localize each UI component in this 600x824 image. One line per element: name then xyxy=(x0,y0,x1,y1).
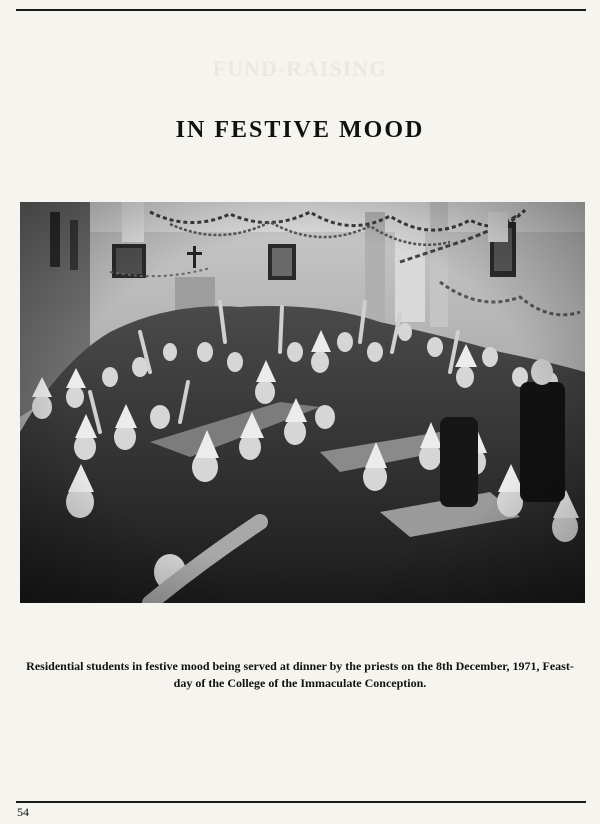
festive-dinner-photo xyxy=(20,202,585,603)
bottom-rule xyxy=(16,801,586,803)
caption-line-2: day of the College of the Immaculate Conception. xyxy=(173,676,427,690)
photo-illustration xyxy=(20,202,585,603)
top-rule xyxy=(16,9,586,11)
photo-caption xyxy=(10,658,590,692)
caption-line-1: Residential students in festive mood being served at dinner by the priests on the 8th December, 1971, Feast- xyxy=(26,659,574,673)
bleed-through-heading: FUND-RAISING xyxy=(212,56,388,81)
page-number: 54 xyxy=(17,805,29,819)
page-title: IN FESTIVE MOOD xyxy=(175,117,425,143)
